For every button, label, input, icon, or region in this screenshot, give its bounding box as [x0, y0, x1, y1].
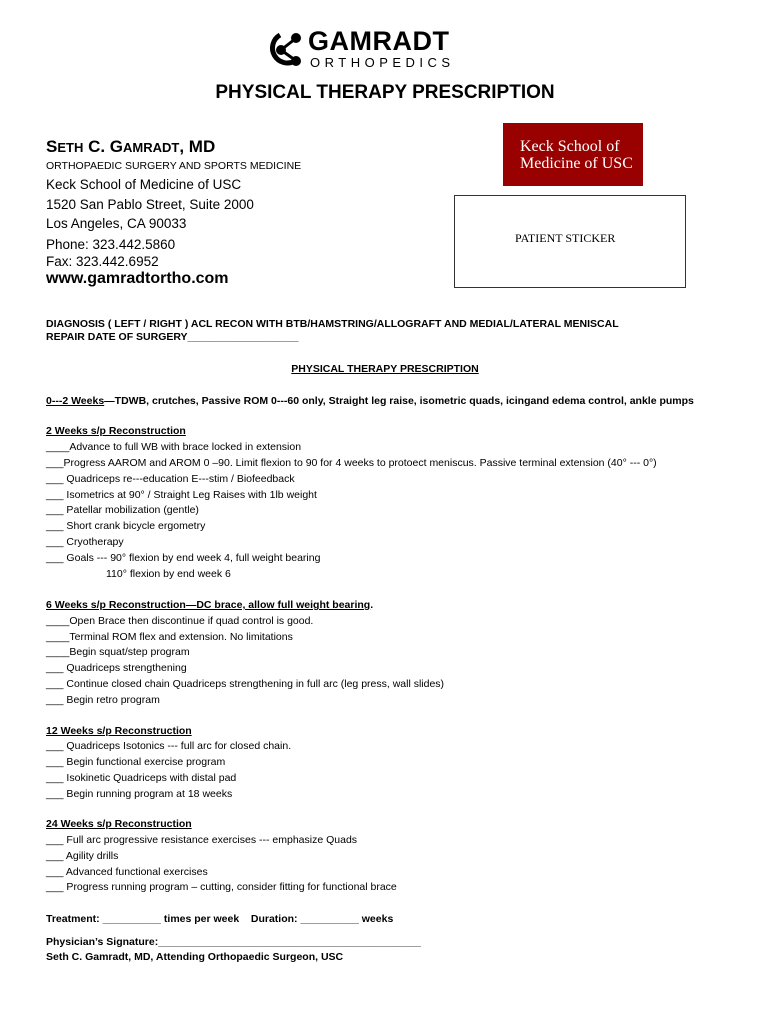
list-item: ___ Progress running program – cutting, consider fitting for functional brace — [46, 881, 397, 893]
address-line: 1520 San Pablo Street, Suite 2000 — [46, 197, 254, 212]
list-item: ___ Continue closed chain Quadriceps strengthening in full arc (leg press, wall slides) — [46, 678, 445, 690]
doctor-specialty: ORTHOPAEDIC SURGERY AND SPORTS MEDICINE — [46, 160, 302, 172]
list-item: ___Progress AAROM and AROM 0 –90. Limit flexion to 90 for 4 weeks to protoect meniscus. Passive terminal extension (40° --- 0°) — [46, 457, 657, 469]
phase2-heading-line — [46, 599, 373, 611]
phase3-heading: 12 Weeks s/p Reconstruction — [46, 725, 192, 737]
phase1-heading: 2 Weeks s/p Reconstruction — [46, 425, 186, 437]
list-item: ___ Quadriceps re---education E---stim / Biofeedback — [46, 473, 295, 485]
phone: Phone: 323.442.5860 — [46, 237, 176, 252]
diagnosis: DIAGNOSIS ( LEFT / RIGHT ) ACL RECON WITH BTB/HAMSTRING/ALLOGRAFT AND MEDIAL/LATERAL MENISCAL — [46, 318, 619, 330]
list-item: ___ Begin functional exercise program — [46, 756, 226, 768]
usc-logo — [503, 123, 643, 186]
list-item: ___ Goals --- 90° flexion by end week 4, full weight bearing — [46, 552, 321, 564]
address-line: Los Angeles, CA 90033 — [46, 216, 187, 231]
list-item: ___ Agility drills — [46, 850, 119, 862]
list-item: ___ Isokinetic Quadriceps with distal pad — [46, 772, 237, 784]
patient-sticker-label: PATIENT STICKER — [515, 231, 616, 245]
page-title: PHYSICAL THERAPY PRESCRIPTION — [215, 82, 555, 103]
list-item: ___ Patellar mobilization (gentle) — [46, 504, 199, 516]
treatment-line: Treatment: __________ times per week Duration: __________ weeks — [46, 913, 394, 925]
phase2-heading-end: . — [370, 599, 374, 611]
signer-name: Seth C. Gamradt, MD, Attending Orthopaedic Surgeon, USC — [46, 951, 344, 963]
address-line: Keck School of Medicine of USC — [46, 177, 242, 192]
list-item: ___ Quadriceps Isotonics --- full arc for closed chain. — [46, 740, 292, 752]
list-item: ___ Begin retro program — [46, 694, 160, 706]
usc-logo-line: Medicine of USC — [520, 155, 633, 172]
doctor-name — [46, 137, 215, 157]
phase0-heading: 0---2 Weeks — [46, 395, 105, 407]
gamradt-logo — [262, 24, 462, 72]
list-item: ____Open Brace then discontinue if quad control is good. — [46, 615, 314, 627]
list-item: ___ Isometrics at 90° / Straight Leg Raises with 1lb weight — [46, 489, 317, 501]
doctor-name-part: C. G — [83, 137, 124, 156]
list-item: ___ Advanced functional exercises — [46, 866, 208, 878]
logo-subtitle: ORTHOPEDICS — [310, 55, 455, 70]
repair-date: REPAIR DATE OF SURGERY___________________ — [46, 331, 299, 343]
doctor-name-part: , MD — [179, 137, 216, 156]
network-icon — [262, 28, 306, 72]
usc-logo-line: Keck School of — [520, 138, 620, 155]
doctor-name-part: AMRADT — [123, 140, 180, 155]
list-item: ___ Cryotherapy — [46, 536, 124, 548]
phase2-heading: 6 Weeks s/p Reconstruction—DC brace, allow full weight bearing — [46, 599, 371, 611]
phase4-heading: 24 Weeks s/p Reconstruction — [46, 818, 192, 830]
list-item: ___ Quadriceps strengthening — [46, 662, 187, 674]
phase0-text: —TDWB, crutches, Passive ROM 0---60 only, Straight leg raise, isometric quads, icingand edema control, ankle pumps — [104, 395, 694, 407]
phase0-line — [46, 395, 694, 407]
patient-sticker-box — [454, 195, 686, 288]
list-item: ___ Begin running program at 18 weeks — [46, 788, 233, 800]
list-item: ____Begin squat/step program — [46, 646, 190, 658]
doctor-name-part: S — [46, 137, 58, 156]
list-item: ____Terminal ROM flex and extension. No limitations — [46, 631, 293, 643]
list-item: ___ Full arc progressive resistance exercises --- emphasize Quads — [46, 834, 358, 846]
list-item: ___ Short crank bicycle ergometry — [46, 520, 206, 532]
website-link[interactable]: www.gamradtortho.com — [46, 270, 229, 287]
list-item: 110° flexion by end week 6 — [106, 568, 231, 580]
section-title: PHYSICAL THERAPY PRESCRIPTION — [291, 363, 479, 375]
doctor-name-part: ETH — [57, 140, 84, 155]
logo-name: GAMRADT — [308, 26, 450, 56]
fax: Fax: 323.442.6952 — [46, 254, 159, 269]
signature-line: Physician’s Signature:_____________________________________________ — [46, 936, 422, 948]
list-item: ____Advance to full WB with brace locked in extension — [46, 441, 302, 453]
